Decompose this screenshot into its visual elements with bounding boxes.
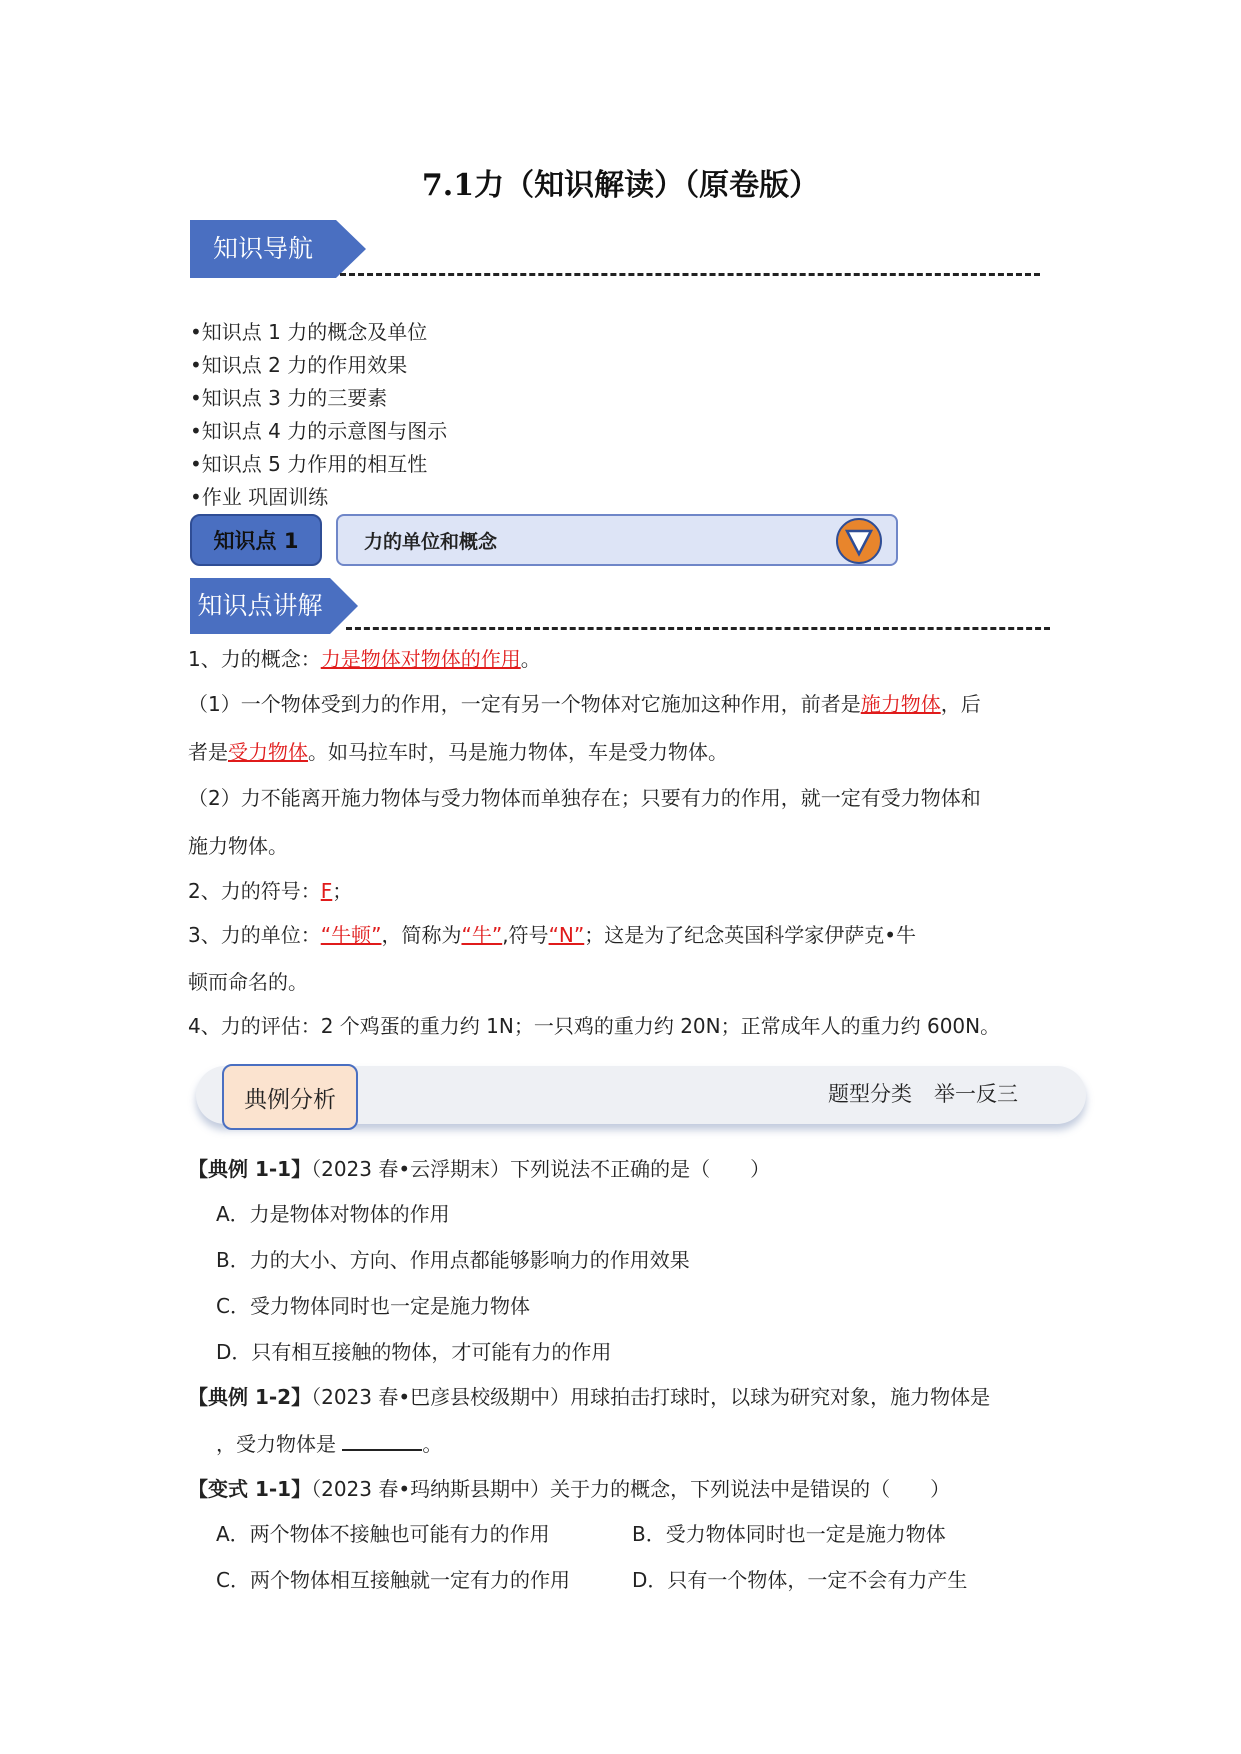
- nav-divider: [340, 273, 1040, 276]
- nav-banner-label: 知识导航: [212, 234, 313, 263]
- example-1-2-cont: [216, 1428, 442, 1457]
- option-b[interactable]: B．力的大小、方向、作用点都能够影响力的作用效果: [216, 1248, 690, 1272]
- concept-sub1-line: [188, 688, 981, 717]
- question-text: （2023 春•云浮期末）下列说法不正确的是（ ）: [311, 1157, 771, 1181]
- concept-sub1-cont: [188, 736, 728, 765]
- answer-text: 力是物体对物体的作用: [320, 647, 521, 671]
- practice-label: 举一反三: [934, 1082, 1018, 1106]
- answer-text: “牛顿”: [320, 923, 382, 947]
- option-b[interactable]: B．受力物体同时也一定是施力物体: [632, 1522, 946, 1546]
- example-label: 【典例 1-1】: [188, 1157, 312, 1181]
- concept-sub2-cont: 施力物体。: [188, 834, 288, 858]
- text: ；: [332, 879, 353, 903]
- knowledge-point-title: 力的单位和概念: [336, 514, 898, 566]
- concept-line: [188, 643, 541, 672]
- answer-text: 施力物体: [860, 692, 941, 716]
- unit-line-cont: 顿而命名的。: [188, 970, 308, 994]
- text: ，后: [940, 692, 981, 716]
- question-text: （2023 春•巴彦县校级期中）用球拍击打球时，以球为研究对象，施力物体是: [311, 1385, 991, 1409]
- text: ；这是为了纪念英国科学家伊萨克•牛: [584, 923, 917, 947]
- option-c[interactable]: C．受力物体同时也一定是施力物体: [216, 1294, 530, 1318]
- triangle-down-icon: [838, 520, 880, 562]
- toc-item[interactable]: •知识点 1 力的概念及单位: [190, 320, 428, 344]
- unit-line: [188, 919, 916, 948]
- variant-1-1-stem: [188, 1473, 950, 1502]
- toc-item[interactable]: •知识点 3 力的三要素: [190, 386, 388, 410]
- answer-text: “N”: [548, 923, 585, 947]
- toc-item[interactable]: •知识点 4 力的示意图与图示: [190, 419, 448, 443]
- text: 者是: [188, 740, 228, 764]
- nav-banner: [190, 220, 366, 278]
- example-1-1-stem: [188, 1153, 770, 1182]
- text: （1）一个物体受到力的作用，一定有另一个物体对它施加这种作用，前者是: [188, 692, 861, 716]
- text: 。: [520, 647, 541, 671]
- text: 。如马拉车时，马是施力物体，车是受力物体。: [308, 740, 728, 764]
- explain-divider: [346, 627, 1050, 630]
- expand-triangle-icon[interactable]: [836, 518, 882, 564]
- text: 2、力的符号：: [188, 879, 321, 903]
- text: 3、力的单位：: [188, 923, 321, 947]
- question-text: （2023 春•玛纳斯县期中）关于力的概念，下列说法中是错误的（ ）: [311, 1477, 951, 1501]
- answer-text: “牛”: [461, 923, 503, 947]
- option-c[interactable]: C．两个物体相互接触就一定有力的作用: [216, 1568, 570, 1592]
- option-d[interactable]: D．只有相互接触的物体，才可能有力的作用: [216, 1340, 612, 1364]
- explain-banner-label: 知识点讲解: [197, 591, 323, 620]
- toc-item[interactable]: •知识点 5 力作用的相互性: [190, 452, 428, 476]
- option-a[interactable]: A．两个物体不接触也可能有力的作用: [216, 1522, 550, 1546]
- page-title: 7.1力（知识解读）（原卷版）: [421, 168, 820, 203]
- symbol-line: [188, 875, 352, 904]
- answer-text: 受力物体: [228, 740, 308, 764]
- example-label: 【典例 1-2】: [188, 1385, 312, 1409]
- toc-item[interactable]: •知识点 2 力的作用效果: [190, 353, 408, 377]
- knowledge-point-label: 知识点 1: [190, 514, 322, 566]
- text: ,符号: [502, 923, 549, 947]
- option-a[interactable]: A．力是物体对物体的作用: [216, 1202, 450, 1226]
- question-text: 。: [422, 1432, 443, 1456]
- example-1-2-stem: [188, 1381, 990, 1410]
- question-text: ，受力物体是: [216, 1432, 336, 1456]
- text: ，简称为: [381, 923, 462, 947]
- concept-sub2-line: （2）力不能离开施力物体与受力物体而单独存在；只要有力的作用，就一定有受力物体和: [188, 786, 981, 810]
- toc-item[interactable]: •作业 巩固训练: [190, 485, 329, 509]
- variant-label: 【变式 1-1】: [188, 1477, 312, 1501]
- examples-subtitle: [828, 1078, 1018, 1108]
- toc-list: [190, 316, 447, 514]
- estimate-line: 4、力的评估：2 个鸡蛋的重力约 1N；一只鸡的重力约 20N；正常成年人的重力约 600N。: [188, 1014, 1001, 1038]
- examples-tag: 典例分析: [222, 1064, 358, 1130]
- option-d[interactable]: D．只有一个物体，一定不会有力产生: [632, 1568, 968, 1592]
- explain-banner: [190, 578, 358, 634]
- category-label: 题型分类: [828, 1082, 912, 1106]
- text: 1、力的概念：: [188, 647, 321, 671]
- answer-blank[interactable]: [342, 1431, 422, 1451]
- answer-text: F: [320, 879, 333, 903]
